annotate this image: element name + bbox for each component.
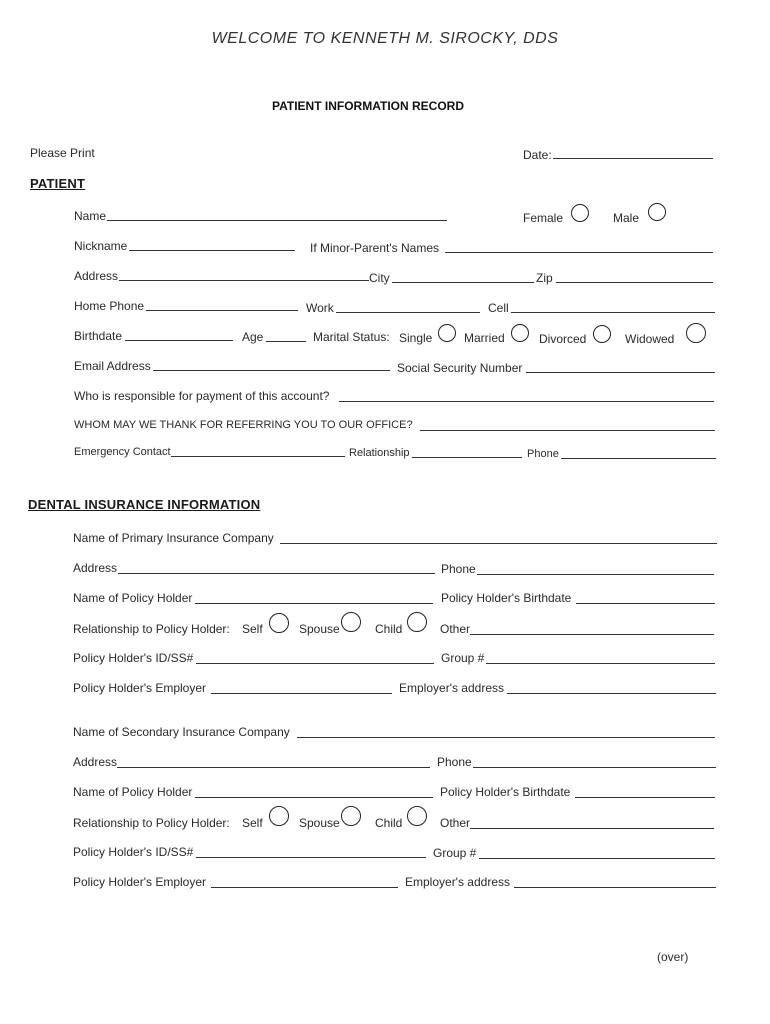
home-phone-label: Home Phone <box>74 299 145 313</box>
primary-phone-label: Phone <box>441 562 476 576</box>
referral-field[interactable] <box>420 430 715 431</box>
date-label: Date: <box>523 148 552 162</box>
secondary-insurance-field[interactable] <box>297 737 715 738</box>
emergency-phone-field[interactable] <box>561 458 716 459</box>
primary-employer-field[interactable] <box>211 693 392 694</box>
age-label: Age <box>242 330 264 344</box>
secondary-holder-birthdate-label: Policy Holder's Birthdate <box>440 785 571 799</box>
male-label: Male <box>613 211 640 225</box>
secondary-insurance-label: Name of Secondary Insurance Company <box>73 725 290 739</box>
patient-section-heading: PATIENT <box>30 176 86 191</box>
primary-spouse-label: Spouse <box>299 622 340 636</box>
secondary-phone-field[interactable] <box>473 767 716 768</box>
primary-other-field[interactable] <box>470 634 714 635</box>
secondary-relationship-label: Relationship to Policy Holder: <box>73 816 230 830</box>
city-label: City <box>369 271 390 285</box>
primary-holder-name-field[interactable] <box>195 603 433 604</box>
secondary-phone-label: Phone <box>437 755 472 769</box>
over-note: (over) <box>657 950 689 964</box>
primary-spouse-radio[interactable] <box>341 612 361 632</box>
work-phone-field[interactable] <box>336 312 480 313</box>
secondary-group-label: Group # <box>433 846 477 860</box>
email-field[interactable] <box>153 370 390 371</box>
address-field[interactable] <box>119 280 369 281</box>
primary-self-radio[interactable] <box>269 613 289 633</box>
widowed-radio[interactable] <box>686 323 706 343</box>
divorced-radio[interactable] <box>593 325 611 343</box>
birthdate-field[interactable] <box>125 340 233 341</box>
secondary-other-label: Other <box>440 816 471 830</box>
secondary-self-label: Self <box>242 816 263 830</box>
primary-address-field[interactable] <box>118 573 435 574</box>
name-label: Name <box>74 209 107 223</box>
please-print-label: Please Print <box>30 146 95 160</box>
primary-insurance-field[interactable] <box>280 543 717 544</box>
primary-employer-address-field[interactable] <box>507 693 716 694</box>
single-label: Single <box>399 331 433 345</box>
primary-id-label: Policy Holder's ID/SS# <box>73 651 194 665</box>
married-radio[interactable] <box>511 324 529 342</box>
secondary-self-radio[interactable] <box>269 806 289 826</box>
divorced-label: Divorced <box>539 332 587 346</box>
primary-child-label: Child <box>375 622 403 636</box>
emergency-phone-label: Phone <box>527 448 559 460</box>
zip-field[interactable] <box>556 282 713 283</box>
secondary-holder-name-field[interactable] <box>195 797 433 798</box>
responsible-field[interactable] <box>339 401 714 402</box>
secondary-holder-birthdate-field[interactable] <box>575 797 715 798</box>
dental-insurance-heading: DENTAL INSURANCE INFORMATION <box>28 497 261 512</box>
work-phone-label: Work <box>306 301 334 315</box>
single-radio[interactable] <box>438 324 456 342</box>
primary-self-label: Self <box>242 622 263 636</box>
secondary-employer-field[interactable] <box>211 887 398 888</box>
married-label: Married <box>464 331 505 345</box>
primary-phone-field[interactable] <box>477 574 714 575</box>
secondary-holder-name-label: Name of Policy Holder <box>73 785 193 799</box>
female-label: Female <box>523 211 564 225</box>
secondary-employer-address-field[interactable] <box>514 887 716 888</box>
primary-id-field[interactable] <box>196 663 434 664</box>
city-field[interactable] <box>392 282 534 283</box>
minor-parents-field[interactable] <box>445 252 713 253</box>
cell-phone-label: Cell <box>488 301 509 315</box>
widowed-label: Widowed <box>625 332 675 346</box>
primary-holder-birthdate-field[interactable] <box>576 603 715 604</box>
secondary-id-field[interactable] <box>196 857 426 858</box>
date-field[interactable] <box>553 158 713 159</box>
primary-employer-label: Policy Holder's Employer <box>73 681 207 695</box>
minor-parents-label: If Minor-Parent's Names <box>310 241 439 255</box>
form-title: PATIENT INFORMATION RECORD <box>272 99 464 113</box>
email-label: Email Address <box>74 359 151 373</box>
primary-holder-birthdate-label: Policy Holder's Birthdate <box>441 591 572 605</box>
ssn-label: Social Security Number <box>397 361 523 375</box>
nickname-label: Nickname <box>74 239 128 253</box>
secondary-child-radio[interactable] <box>407 806 427 826</box>
secondary-spouse-label: Spouse <box>299 816 340 830</box>
address-label: Address <box>74 269 119 283</box>
ssn-field[interactable] <box>526 372 715 373</box>
emergency-contact-field[interactable] <box>171 456 345 457</box>
secondary-group-field[interactable] <box>479 858 715 859</box>
emergency-relationship-field[interactable] <box>412 457 522 458</box>
age-field[interactable] <box>266 341 306 342</box>
primary-child-radio[interactable] <box>407 612 427 632</box>
nickname-field[interactable] <box>129 250 295 251</box>
female-radio[interactable] <box>571 204 589 222</box>
welcome-heading: WELCOME TO KENNETH M. SIROCKY, DDS <box>211 30 559 47</box>
secondary-employer-address-label: Employer's address <box>405 875 510 889</box>
secondary-address-label: Address <box>73 755 118 769</box>
secondary-spouse-radio[interactable] <box>341 806 361 826</box>
name-field[interactable] <box>107 220 447 221</box>
referral-label: WHOM MAY WE THANK FOR REFERRING YOU TO OUR OFFICE? <box>74 419 413 431</box>
primary-insurance-label: Name of Primary Insurance Company <box>73 531 274 545</box>
primary-employer-address-label: Employer's address <box>399 681 504 695</box>
responsible-label: Who is responsible for payment of this account? <box>74 389 330 403</box>
marital-status-label: Marital Status: <box>313 330 390 344</box>
home-phone-field[interactable] <box>146 310 298 311</box>
emergency-relationship-label: Relationship <box>349 447 410 459</box>
secondary-other-field[interactable] <box>470 828 714 829</box>
primary-group-label: Group # <box>441 651 485 665</box>
birthdate-label: Birthdate <box>74 329 123 343</box>
secondary-address-field[interactable] <box>117 767 430 768</box>
primary-group-field[interactable] <box>486 663 715 664</box>
primary-other-label: Other <box>440 622 471 636</box>
secondary-id-label: Policy Holder's ID/SS# <box>73 845 194 859</box>
cell-phone-field[interactable] <box>511 312 715 313</box>
secondary-child-label: Child <box>375 816 403 830</box>
secondary-employer-label: Policy Holder's Employer <box>73 875 207 889</box>
zip-label: Zip <box>536 271 553 285</box>
male-radio[interactable] <box>648 203 666 221</box>
emergency-contact-label: Emergency Contact <box>74 446 171 458</box>
primary-address-label: Address <box>73 561 118 575</box>
primary-holder-name-label: Name of Policy Holder <box>73 591 193 605</box>
primary-relationship-label: Relationship to Policy Holder: <box>73 622 230 636</box>
